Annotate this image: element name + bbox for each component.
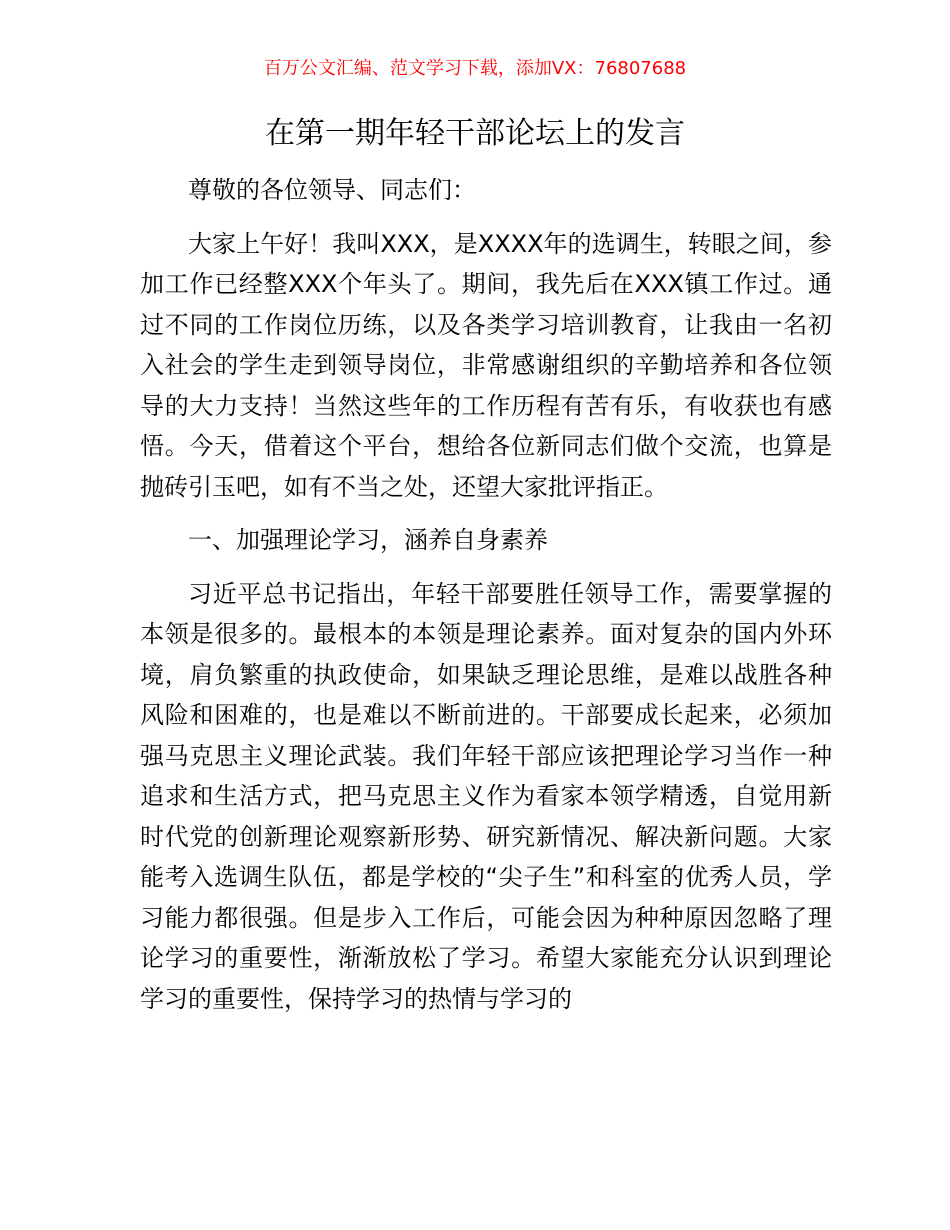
body-paragraph-section-1: 习近平总书记指出，年轻干部要胜任领导工作，需要掌握的本领是很多的。最根本的本领是理论素养。面对复杂的国内外环境，肩负繁重的执政使命，如果缺乏理论思维，是难以战胜各种风险和困难的，也是难以不断前进的。干部要成长起来，必须加强马克思主义理论武装。我们年轻干部应该把理论学习当作一种追求和生活方式，把马克思主义作为看家本领学精透，自觉用新时代党的创新理论观察新形势、研究新情况、解决新问题。大家能考入选调生队伍，都是学校的“尖子生”和科室的优秀人员，学习能力都很强。但是步入工作后，可能会因为种种原因忽略了理论学习的重要性，渐渐放松了学习。希望大家能充分认识到理论学习的重要性，保持学习的热情与学习的: [140, 579, 832, 1013]
salutation: 尊敬的各位领导、同志们：: [188, 176, 476, 204]
body-paragraph-intro: 大家上午好！我叫XXX，是XXXX年的选调生，转眼之间，参加工作已经整XXX个年头了。期间，我先后在XXX镇工作过。通过不同的工作岗位历练，以及各类学习培训教育，让我由一名初入社会的学生走到领导岗位，非常感谢组织的辛勤培养和各位领导的大力支持！当然这些年的工作历程有苦有乐，有收获也有感悟。今天，借着这个平台，想给各位新同志们做个交流，也算是抛砖引玉吧，如有不当之处，还望大家批评指正。: [140, 229, 832, 501]
watermark-banner: 百万公文汇编、范文学习下载，添加VX：76807688: [263, 58, 687, 79]
section-heading: 一、加强理论学习，涵养自身素养: [188, 526, 548, 554]
document-body: [140, 170, 832, 1032]
document-title: 在第一期年轻干部论坛上的发言: [265, 116, 685, 151]
